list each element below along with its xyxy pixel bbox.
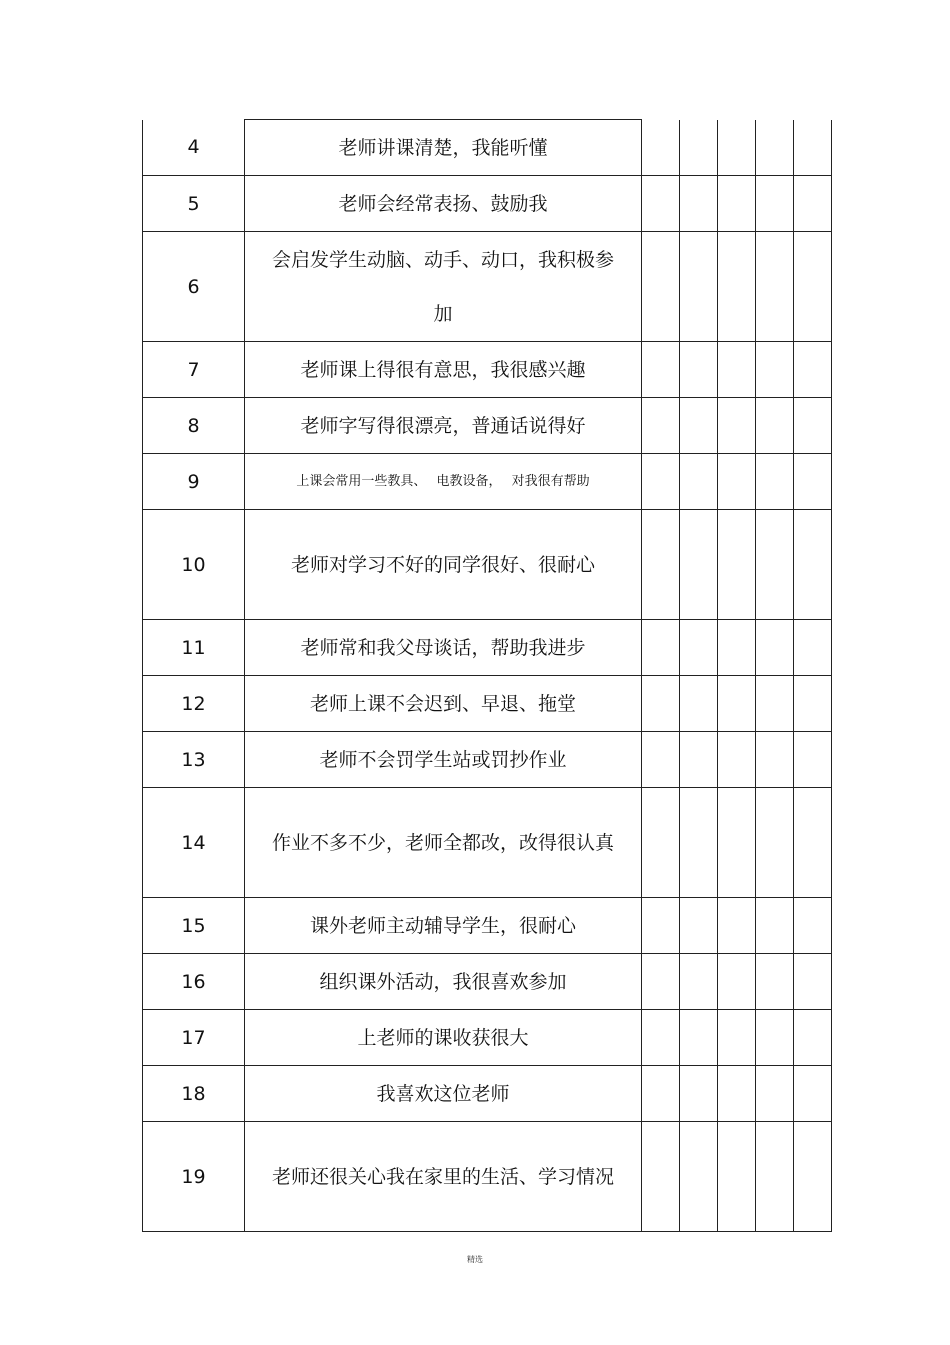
rating-cell[interactable] bbox=[756, 1122, 794, 1232]
table-row bbox=[143, 1066, 832, 1122]
item-statement bbox=[245, 1010, 642, 1066]
rating-cell[interactable] bbox=[794, 232, 832, 342]
item-number: 5 bbox=[143, 176, 245, 232]
table-row bbox=[143, 120, 832, 176]
rating-cell[interactable] bbox=[756, 898, 794, 954]
rating-cell[interactable] bbox=[642, 676, 680, 732]
rating-cell[interactable] bbox=[756, 454, 794, 510]
rating-cell[interactable] bbox=[756, 620, 794, 676]
item-statement bbox=[245, 510, 642, 620]
item-statement bbox=[245, 398, 642, 454]
rating-cell[interactable] bbox=[794, 1066, 832, 1122]
item-statement bbox=[245, 232, 642, 342]
rating-cell[interactable] bbox=[756, 120, 794, 176]
rating-cell[interactable] bbox=[642, 398, 680, 454]
rating-cell[interactable] bbox=[794, 176, 832, 232]
rating-cell[interactable] bbox=[756, 510, 794, 620]
rating-cell[interactable] bbox=[680, 232, 718, 342]
item-statement-text: 课外老师主动辅导学生，很耐心 bbox=[309, 914, 576, 937]
rating-cell[interactable] bbox=[718, 620, 756, 676]
item-number: 16 bbox=[143, 954, 245, 1010]
rating-cell[interactable] bbox=[756, 788, 794, 898]
rating-cell[interactable] bbox=[642, 898, 680, 954]
item-number: 4 bbox=[143, 120, 245, 176]
rating-cell[interactable] bbox=[718, 788, 756, 898]
rating-cell[interactable] bbox=[718, 454, 756, 510]
item-statement-text: 作业不多不少，老师全都改，改得很认真 bbox=[271, 831, 614, 854]
rating-cell[interactable] bbox=[718, 954, 756, 1010]
rating-cell[interactable] bbox=[718, 232, 756, 342]
rating-cell[interactable] bbox=[794, 954, 832, 1010]
rating-cell[interactable] bbox=[718, 676, 756, 732]
table-row bbox=[143, 620, 832, 676]
item-statement bbox=[245, 454, 642, 510]
item-statement bbox=[245, 954, 642, 1010]
item-statement-text: 会启发学生动脑、动手、动口，我积极参加 bbox=[271, 248, 614, 325]
rating-cell[interactable] bbox=[680, 510, 718, 620]
item-statement-text: 老师常和我父母谈话，帮助我进步 bbox=[300, 636, 586, 659]
item-statement bbox=[245, 620, 642, 676]
item-number: 6 bbox=[143, 232, 245, 342]
table-row bbox=[143, 676, 832, 732]
rating-cell[interactable] bbox=[680, 954, 718, 1010]
item-number: 14 bbox=[143, 788, 245, 898]
item-statement bbox=[245, 1122, 642, 1232]
rating-cell[interactable] bbox=[794, 1010, 832, 1066]
rating-cell[interactable] bbox=[680, 620, 718, 676]
table-row bbox=[143, 898, 832, 954]
rating-cell[interactable] bbox=[642, 1010, 680, 1066]
rating-cell[interactable] bbox=[756, 232, 794, 342]
rating-cell[interactable] bbox=[680, 676, 718, 732]
rating-cell[interactable] bbox=[642, 954, 680, 1010]
rating-cell[interactable] bbox=[756, 1066, 794, 1122]
rating-cell[interactable] bbox=[756, 732, 794, 788]
item-number: 15 bbox=[143, 898, 245, 954]
rating-cell[interactable] bbox=[680, 788, 718, 898]
item-number: 12 bbox=[143, 676, 245, 732]
item-number: 19 bbox=[143, 1122, 245, 1232]
rating-cell[interactable] bbox=[794, 732, 832, 788]
rating-cell[interactable] bbox=[718, 1122, 756, 1232]
rating-cell[interactable] bbox=[718, 732, 756, 788]
item-statement-text: 组织课外活动，我很喜欢参加 bbox=[319, 970, 567, 993]
item-number: 17 bbox=[143, 1010, 245, 1066]
rating-cell[interactable] bbox=[680, 898, 718, 954]
item-statement-text: 老师字写得很漂亮，普通话说得好 bbox=[300, 414, 586, 437]
rating-cell[interactable] bbox=[642, 1122, 680, 1232]
rating-cell[interactable] bbox=[642, 732, 680, 788]
item-statement-text: 我喜欢这位老师 bbox=[376, 1082, 510, 1105]
rating-cell[interactable] bbox=[718, 898, 756, 954]
item-statement bbox=[245, 788, 642, 898]
rating-cell[interactable] bbox=[794, 120, 832, 176]
table-row bbox=[143, 954, 832, 1010]
rating-cell[interactable] bbox=[680, 454, 718, 510]
rating-cell[interactable] bbox=[718, 176, 756, 232]
page-footer: 精选 bbox=[467, 1255, 483, 1264]
table-row bbox=[143, 510, 832, 620]
table-row bbox=[143, 176, 832, 232]
item-statement-text: 老师会经常表扬、鼓励我 bbox=[338, 192, 548, 215]
rating-cell[interactable] bbox=[756, 398, 794, 454]
rating-cell[interactable] bbox=[718, 510, 756, 620]
item-statement-text: 老师还很关心我在家里的生活、学习情况 bbox=[271, 1165, 614, 1188]
item-number: 8 bbox=[143, 398, 245, 454]
rating-cell[interactable] bbox=[794, 676, 832, 732]
item-number: 10 bbox=[143, 510, 245, 620]
table-row bbox=[143, 732, 832, 788]
item-statement bbox=[245, 120, 642, 176]
rating-cell[interactable] bbox=[642, 454, 680, 510]
table-row bbox=[143, 342, 832, 398]
rating-cell[interactable] bbox=[756, 676, 794, 732]
item-statement bbox=[245, 732, 642, 788]
survey-table bbox=[142, 119, 832, 1232]
rating-cell[interactable] bbox=[642, 232, 680, 342]
item-statement bbox=[245, 176, 642, 232]
rating-cell[interactable] bbox=[642, 120, 680, 176]
rating-cell[interactable] bbox=[794, 620, 832, 676]
rating-cell[interactable] bbox=[718, 1066, 756, 1122]
table-row bbox=[143, 1122, 832, 1232]
rating-cell[interactable] bbox=[794, 398, 832, 454]
table-row bbox=[143, 454, 832, 510]
item-statement-text: 老师不会罚学生站或罚抄作业 bbox=[319, 748, 567, 771]
rating-cell[interactable] bbox=[718, 342, 756, 398]
table-row bbox=[143, 398, 832, 454]
item-statement-text: 老师讲课清楚，我能听懂 bbox=[338, 136, 548, 159]
rating-cell[interactable] bbox=[680, 176, 718, 232]
rating-cell[interactable] bbox=[794, 898, 832, 954]
item-statement-text: 老师对学习不好的同学很好、很耐心 bbox=[290, 553, 595, 576]
rating-cell[interactable] bbox=[680, 732, 718, 788]
rating-cell[interactable] bbox=[718, 120, 756, 176]
rating-cell[interactable] bbox=[680, 1010, 718, 1066]
item-number: 18 bbox=[143, 1066, 245, 1122]
rating-cell[interactable] bbox=[756, 1010, 794, 1066]
rating-cell[interactable] bbox=[718, 1010, 756, 1066]
item-number: 7 bbox=[143, 342, 245, 398]
rating-cell[interactable] bbox=[642, 620, 680, 676]
item-statement bbox=[245, 1066, 642, 1122]
table-row bbox=[143, 1010, 832, 1066]
rating-cell[interactable] bbox=[718, 398, 756, 454]
item-number: 9 bbox=[143, 454, 245, 510]
item-number: 13 bbox=[143, 732, 245, 788]
rating-cell[interactable] bbox=[794, 342, 832, 398]
rating-cell[interactable] bbox=[642, 342, 680, 398]
rating-cell[interactable] bbox=[756, 176, 794, 232]
item-statement bbox=[245, 342, 642, 398]
rating-cell[interactable] bbox=[794, 510, 832, 620]
rating-cell[interactable] bbox=[680, 398, 718, 454]
item-statement-text: 老师上课不会迟到、早退、拖堂 bbox=[309, 692, 576, 715]
rating-cell[interactable] bbox=[642, 788, 680, 898]
rating-cell[interactable] bbox=[794, 454, 832, 510]
table-row bbox=[143, 788, 832, 898]
item-number: 11 bbox=[143, 620, 245, 676]
rating-cell[interactable] bbox=[794, 788, 832, 898]
rating-cell[interactable] bbox=[680, 1066, 718, 1122]
survey-table-body bbox=[143, 120, 832, 1232]
rating-cell[interactable] bbox=[680, 1122, 718, 1232]
rating-cell[interactable] bbox=[756, 342, 794, 398]
rating-cell[interactable] bbox=[680, 120, 718, 176]
rating-cell[interactable] bbox=[756, 954, 794, 1010]
item-statement-text: 老师课上得很有意思，我很感兴趣 bbox=[300, 358, 586, 381]
rating-cell[interactable] bbox=[680, 342, 718, 398]
rating-cell[interactable] bbox=[642, 1066, 680, 1122]
item-statement bbox=[245, 898, 642, 954]
item-statement-text: 上老师的课收获很大 bbox=[357, 1026, 529, 1049]
rating-cell[interactable] bbox=[794, 1122, 832, 1232]
rating-cell[interactable] bbox=[642, 176, 680, 232]
item-statement-text: 上课会常用一些教具、 电教设备， 对我很有帮助 bbox=[296, 473, 590, 489]
rating-cell[interactable] bbox=[642, 510, 680, 620]
table-row bbox=[143, 232, 832, 342]
item-statement bbox=[245, 676, 642, 732]
